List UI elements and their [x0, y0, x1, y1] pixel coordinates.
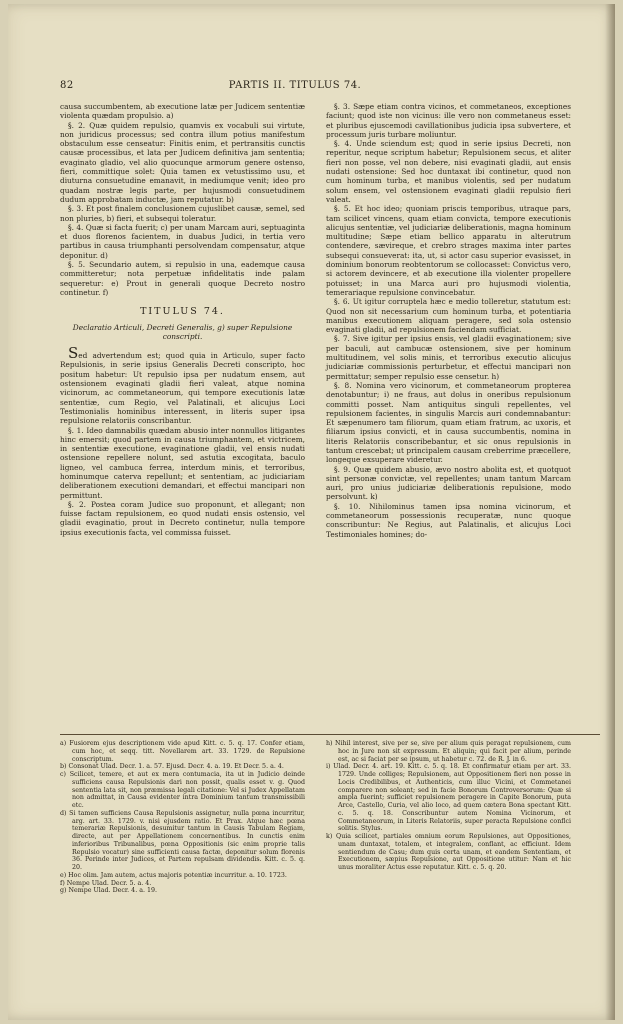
page-number: 82 [60, 80, 74, 91]
paragraph: causa succumbentem, ab executione latæ per Judicem sententiæ violenta quædam propulsio. a) [60, 102, 305, 121]
footnotes-right [326, 740, 571, 872]
paragraph: §. 9. Quæ quidem abusio, ævo nostro abolita est, et quotquot sint personæ convictæ, vel repellentes; unam tantum Marcam auri, pro unius judiciariæ deliberationis repulsione, modo persolvunt. k) [326, 464, 571, 502]
paragraph: §. 2. Postea coram Judice suo proponunt, et allegant; non fuisse factam repulsionem, eo quod nudati ensis ostensio, vel gladii evaginatio, prout in Decreto continetur, nulla tempore ipsius executionis facta, vel commissa fuisset. [60, 499, 305, 537]
footnote: a) Fusiorem ejus descriptionem vide apud Kitt. c. 5. q. 17. Confer etiam, cum hoc, et seqq. titt. Novellarem art. 33. 1729. de Repulsione conscriptum. [60, 740, 305, 763]
book-page [8, 4, 615, 1020]
footnote: i) Ulad. Decr. 4. art. 19. Kitt. c. 5. q. 18. Et confirmatur etiam per art. 33. 1729. Unde colliges; Repulsionem, aut Oppositionem fieri non posse in Locis Credibilibus, et Authenticis, cum illuc Vicini, et Commetanei comparere non soleant; sed in facie Bonorum Controversorum: Quæ si ampla fuerint; sufficiet repulsionem peragere in Capite Bonorum, puta Arce, Castello, Curia, vel alio loco, ad quem cætera Bona spectant Kitt. c. 5. q. 18. Conscribuntur autem Nomina Vicinorum, et Commetaneorum, in Literis Relatoriis, super peracta Repulsione conflci solitis. Stylus. [326, 763, 571, 833]
paragraph: §. 1. Ideo damnabilis quædam abusio inter nonnullos litigantes hinc emersit; quod partem in causa triumphantem, et victricem, in sententiæ executione, evaginatione gladii, vel ensis nudati ostensione repellere nolunt, sed astutia excogitata, baculo ligneo, vel cambuca ferrea, interdum minis, et terroribus, hominumque caterva repellunt; et sententiam, ac judiciariam deliberationem executioni demandari, et effectui mancipari non permittunt. [60, 425, 305, 500]
footnote: k) Quia scilicet, partiales omnium eorum Repulsiones, aut Oppositiones, unam duntaxat, totalem, et integralem, conflant, ac efficiunt. Idem sentiendum de Casu; dum quis certa unam, et eandem Sententiam, et Executionem, sæpius Repulsione, aut Oppositione utitur: Nam et hic unus moraliter Actus esse reputatur. Kitt. c. 5. q. 20. [326, 833, 571, 871]
footnote: f) Nempe Ulad. Decr. 5. a. 4. [60, 879, 152, 887]
lead-paragraph [60, 344, 305, 426]
section-subtitle: Declaratio Articuli, Decreti Generalis, g) super Repulsione conscripti. [72, 322, 293, 341]
paragraph: §. 6. Ut igitur corruptela hæc e medio tolleretur, statutum est: Quod non sit necessarium cum hominum turba, et potentiaria manibus executionem aliquam peragere, sed sola ostensio evaginati gladii, ad repulsionem faciendam sufficiat. [326, 297, 571, 335]
footnote-divider [60, 734, 600, 735]
paragraph: §. 4. Unde sciendum est; quod in serie ipsius Decreti, non reperitur, neque scriptum habetur; Repulsionem secus, et aliter fieri non posse, vel non debere, nisi evaginati gladii, aut ensis nudati ostensione: Sed hoc duntaxat ibi continetur, quod non cum hominum turba, et manibus violentis, sed per nudatum solum ensem, vel ostensionem evaginati gladii repulsio fieri valeat. [326, 139, 571, 204]
paragraph: §. 8. Nomina vero vicinorum, et commetaneorum propterea denotabuntur; i) ne fraus, aut dolus in oneribus repulsionum committi posset. Nam antiquitus singuli repellentes, vel repulsionem facientes, in singulis Marcis auri condemnabantur: Et sæpenumero tam filiorum, quam etiam fratrum, ac uxoris, et filiarum ipsius convicti, et in causa succumbentis, nomina in literis Relatoriis conscribebantur, et sic onus repulsionis in tantum crescebat; ut principalem causam creberrime præcellere, longeque exsuperare videretur. [326, 380, 571, 465]
paragraph: §. 4. Quæ si facta fuerit; c) per unam Marcam auri, septuaginta et duos florenos facientem, in duabus Judici, in tertia vero partibus in causa triumphanti persolvendam compensatur, atque deponitur. d) [60, 222, 305, 260]
footnote: d) Si tamen sufficiens Causa Repulsionis assignetur, nulla pœna incurritur, arg. art. 33. 1729. v. nisi ejusdem ratio. Et Prax. Atque hæc pœna temerariæ Repulsionis, desumitur tantum in Causis Tabulam Regiam, directe, aut per Appellationem concernentibus. In cunctis enim inferioribus Tribunalibus, pœna Oppositionis (sic enim proprie talis Repulsio vocatur) sine sufficienti causa factæ, deponitur solum florenis 36. Perinde inter Judices, et Partem repulsam dividendis. Kitt. c. 5. q. 20. [60, 809, 305, 871]
paragraph: §. 5. Secundario autem, si repulsio in una, eademque causa committeretur; nota perpetuæ infidelitatis inde palam sequeretur: e) Prout in generali quoque Decreto nostro continetur. f) [60, 260, 305, 297]
paragraph: §. 2. Quæ quidem repulsio, quamvis ex vocabuli sui virtute, non juridicus processus; sed contra illum potius manifestum obstaculum esse censeatur: Finitis enim, et pertransitis cunctis causæ processibus, et lata per Judicem definitiva jam sententia; evaginato gladio, vel alio quocunque armorum genere ostenso, fieri, committique solet: Quia tamen ex vetustissimo usu, et diuturna consuetudine emanavit, in mediumque venit; ideo pro quadam nostræ legis parte, per hujusmodi consuetudinem dudum approbatam inductæ, jam reputatur. b) [60, 120, 305, 204]
footnote: g) Nempe Ulad. Decr. 4. a. 19. [60, 887, 157, 895]
right-column [326, 102, 571, 539]
lead-text: ed advertendum est; quod quia in Articulo, super facto Repulsionis, in serie ipsius Generalis Decreti conscripto, hoc positum habetur: Ut repulsio ipsa per nudatum ensem, aut ostensionem evaginati gladii fieri valeat, atque nomina vicinorum, ac commetaneorum, qui tempore executionis latæ sententiæ, cum Regio, vel Palatinali, et alicujus Loci Testimonialis hominibus interessent, in literis super ipsa repulsione relatoriis conscribantur. [60, 351, 305, 426]
paragraph: §. 5. Et hoc ideo; quoniam priscis temporibus, utraque pars, tam scilicet vincens, quam etiam convicta, tempore executionis alicujus sententiæ, vel judiciariæ deliberationis, magna hominum multitudine; Sæpe etiam bellico apparatu in alterutrum contendere, sævireque, et crebro strages maxima inter partes subsequi consueverat: ita, ut, si actor casu superior evasisset, in dominium bonorum reobtentorum se collocasset: Convictus vero, si actorem devincere, et ab executione illa violenter propellere potuisset; in una Marca auri pro hujusmodi violentia, temerariaque repulsione convincebatur. [326, 204, 571, 297]
paragraph: §. 3. Sæpe etiam contra vicinos, et commetaneos, exceptiones faciunt; quod iste non vicinus: ille vero non commetaneus esset: et pluribus ejuscemodi cavillationibus judicia ipsa subvertere, et processum juris turbare moliuntur. [326, 102, 571, 139]
paragraph: §. 3. Et post finalem conclusionem cujuslibet causæ, semel, sed non pluries, b) fieri, et subsequi toleratur. [60, 204, 305, 223]
page-gutter-shadow [605, 4, 615, 1020]
paragraph: §. 7. Sive igitur per ipsius ensis, vel gladii evaginationem; sive per baculi, aut cambucæ ostensionem, sive per hominum multitudinem, vel solis minis, et terroribus executio alicujus judiciariæ commissionis perturbetur, et effectui mancipari non permittatur; semper repulsio esse censetur. h) [326, 334, 571, 381]
initial-letter: S [68, 344, 79, 363]
page-header [60, 80, 530, 96]
left-column [60, 102, 305, 537]
section-title: TITULUS 74. [140, 306, 225, 318]
footnote: b) Consonat Ulad. Decr. 1. a. 57. Ejusd. Decr. 4. a. 19. Et Decr. 5. a. 4. [60, 763, 284, 771]
footnotes-left [60, 740, 305, 895]
running-title: PARTIS II. TITULUS 74. [228, 80, 362, 91]
footnote: h) Nihil interest, sive per se, sive per alium quis peragat repulsionem, cum hoc in Jure non sit expressum. Et aliquin; qui facit per alium, perinde est, ac si faciat per se ipsum, ut habetur c. 72. de R. J. in 6. [326, 740, 571, 763]
footnote: e) Hoc olim. Jam autem, actus majoris potentiæ incurritur. a. 10. 1723. [60, 871, 287, 879]
footnote: c) Scilicet, temere, et aut ex mera contumacia, ita ut in Judicio deinde sufficiens causa Repulsionis dari non possit, qualis esset v. g. Quod sententia lata sit, non præmissa legali citatione: Vel si Judex Appellatam non admittat, in Causa evidenter intra Dominium tantum transmissibili etc. [60, 771, 305, 809]
paragraph: §. 10. Nihilominus tamen ipsa nomina vicinorum, et commetaneorum possessionis recuperatæ, nunc quoque conscribuntur: Ne Regius, aut Palatinalis, et alicujus Loci Testimoniales homines; do- [326, 501, 571, 539]
